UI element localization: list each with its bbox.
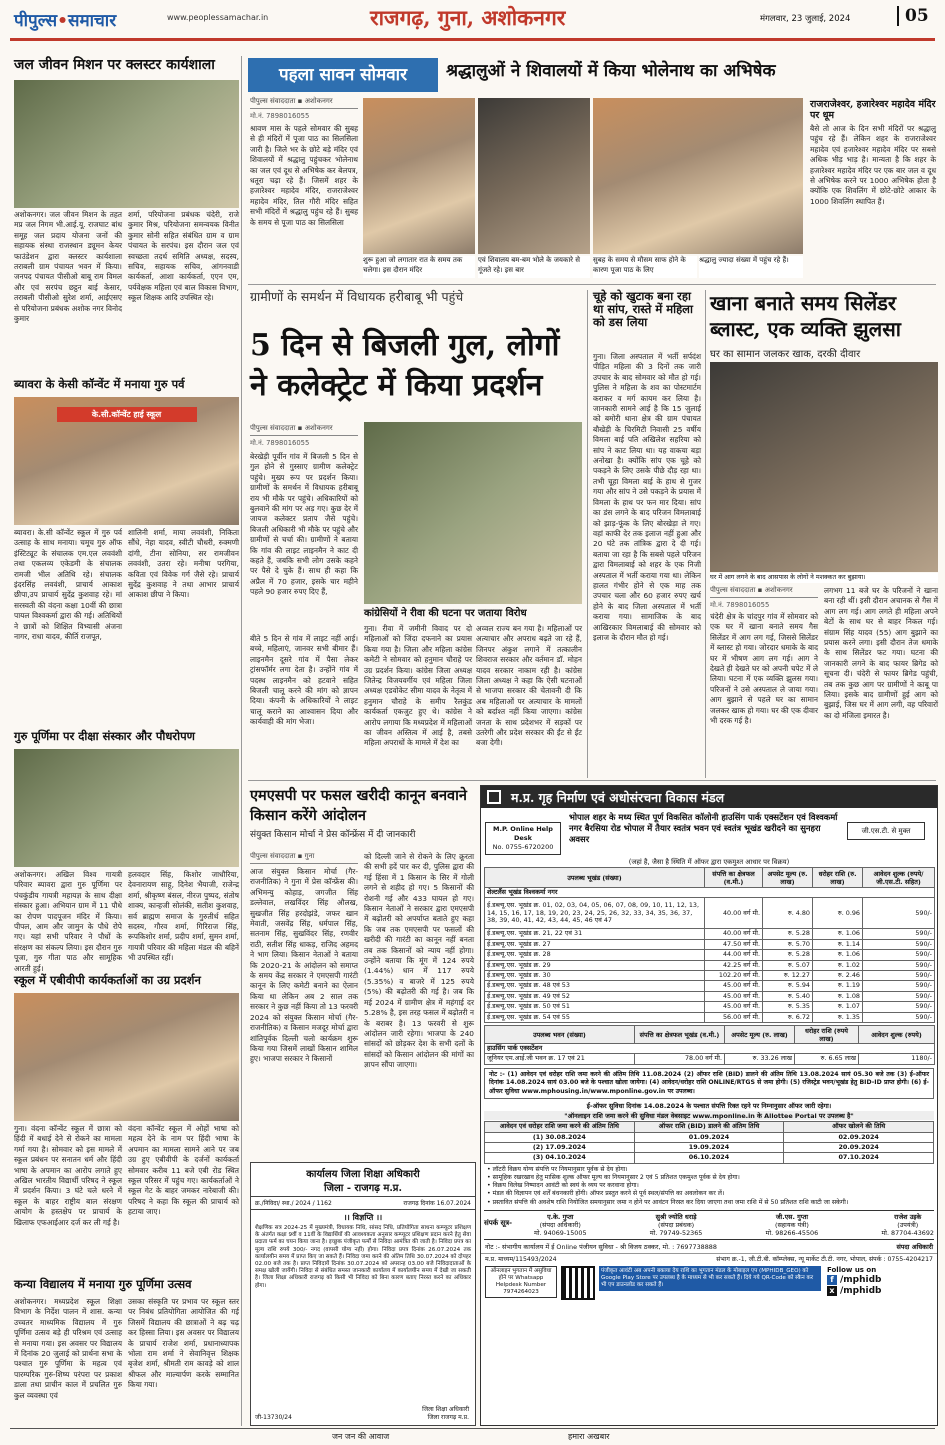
whatsapp-box[interactable]: ऑनलाइन भुगतान में असुविधा होने पर Whatsapp Helpdesk Number 7974264023 <box>485 1266 557 1298</box>
s4-body-b: वंदना कॉन्वेंट स्कूल में ओहों भाषा को महत्व देने के नाम पर हिंदी भाषा के अपमान का मामला सामने आने पर जब उग्र हुए एबीवीपी के दर्जनों कार्यकर्ता सोमवार करीब 11 बजे एबी रोड स्थित स्कूल परिसर में पहुंच गए। कार्यकर्ताओं ने स्कूल गेट के बाहर जमकर नारेबाजी की। परिषद ने कहा कि स्कूल की प्राचार्य को हटाया जाए। <box>128 1124 239 1217</box>
tender-box <box>250 1162 476 1426</box>
s4-photo <box>14 993 239 1121</box>
s1-photo <box>14 80 239 208</box>
housing-note2: नोट :- संभागीय कार्यालय में ई Online पंजीयन सुविधा - श्री विजय ठक्कर, मो. : 7697738888 <box>485 1242 717 1251</box>
follow-label: Follow us on <box>827 1265 877 1274</box>
contact-phone: मो. 87704-43692 <box>881 1228 934 1237</box>
gst-badge: जी.एस.टी. से मुक्त <box>847 822 925 840</box>
terms-list <box>481 1164 937 1207</box>
table-cell: 45.00 वर्ग मी. <box>705 1002 763 1012</box>
mphidb-logo-icon <box>487 790 501 804</box>
table-cell: रु. 0.96 <box>813 898 863 929</box>
byline-place: गुना <box>304 852 315 860</box>
column-header: उपलब्ध भवन (संख्या) <box>485 1026 635 1044</box>
table-cell: 590/- <box>863 1002 935 1012</box>
table-cell: रु. 6.72 <box>763 1012 813 1022</box>
protest-body-b: बीते 5 दिन से गांव में लाइट नहीं आई। बच्चे, महिलाएं, जानवर सभी बीमार हैं। लाइनमैन दूसरे गांव में पैसा लेकर ट्रांसफॉर्मर लगा देता है। उन्होंने गांव में पदस्थ लाइनमैन को हटवाने सहित बिजली चालू करने की मांग को ज्ञापन दिया। कंपनी के अधिकारियों ने लाइट चालू कराने का आश्वासन दिया और कार्यवाही की मांग भेजा। <box>250 634 358 727</box>
contacts <box>534 1213 934 1237</box>
column-header: अपसेट मूल्य (रु. लाख) <box>763 868 813 888</box>
s2-banner: के.सी.कॉन्वेंट हाई स्कूल <box>57 407 197 422</box>
table-cell: 42.25 वर्ग मी. <box>705 960 763 970</box>
table-cell: 45.00 वर्ग मी. <box>705 981 763 991</box>
protest-cap: कांग्रेसियों ने रीवा की घटना पर जताया विरोध <box>364 608 527 619</box>
terms-item: • विक्रय विलेख निष्पादन आवंटी को स्वयं के व्यय पर करवाना होगा। <box>487 1182 639 1190</box>
issue-date: मंगलवार, 23 जुलाई, 2024 <box>760 14 851 24</box>
s2-body-a: ब्यावरा। के.सी कॉन्वेंट स्कूल में गुरु पर्व उत्साह के साथ मनाया। चमूच गुरु ऑफ इंस्टिट्यूट के संचालक एम.एल लववंशी तथा एकलव्य एकेडमी के संचालक रामजी भील अतिथि रहे। संचालक इंदरसिंह लववंशी, प्राचार्य आकाश छीपा,उप प्राचार्य सुदेंद्र कुशवाह रहे। मां सरस्वती की वंदना कक्षा 10वीं की छात्रा पायल विश्वकर्मा द्वारा की गई। अतिथियों ने छात्रों को शिक्षित विभ्यासी अंजना नागर, राधा यादव, कीर्ति राजपूत, <box>14 528 122 642</box>
terms-item: • सामूहिक रखरखाव हेतु मासिक शुल्क ऑफर मूल्य का नियमानुसार 2 एवं 5 प्रतिशत एकमुश्त पूर्वक से देय होगा। <box>487 1173 740 1181</box>
blast-photo <box>710 362 938 572</box>
table-cell: रु. 33.26 लाख <box>725 1054 795 1064</box>
msp-body-b: को दिल्ली जाने से रोकने के लिए क्रूरता की सभी हदें पार कर दी, पुलिस द्वारा की गई हिंसा में 1 किसान के सिर में गोली लगने से शहीद हो गए। 5 किसानों की रोशनी गई और 433 घायल हो गए। किसान नेताओं ने सरकार द्वारा एमएसपी में बढ़ोतरी को अपर्याप्त बताते हुए कहा कि जब तक एमएसपी पर फसलों की खरीदी की गारंटी का कानून नहीं बनता तब तक किसानों को न्याय नहीं होगा। उन्होंने बताया कि मूंग में 124 रुपये (1.44%) धान में 117 रुपये (5.35%) व बाजरे में 125 रुपये (5%) की बढ़ोतरी की गई है। जब कि मई 2024 में ग्रामीण क्षेत्र में महंगाई दर 5.28% है, इस तरह फसल में बढ़ोतरी न के बराबर है। 13 फरवरी से शुरू आंदोलन जारी रहेगा। भाजपा के 240 सांसदों को छोड़कर देश के सभी दलों के सांसदों को किसान आंदोलन की मांगों का ज्ञापन सौंपा जाएगा। <box>364 852 474 1070</box>
table-cell: 590/- <box>863 898 935 929</box>
table-cell: 102.20 वर्ग मी. <box>705 971 763 981</box>
footer-addr: संभाग क्र.-1, जी.टी.बी. कॉम्प्लेक्स, न्यू मार्केट टी.टी. नगर, भोपाल, संपर्क : 0755-4204217 <box>716 1255 933 1263</box>
facebook-icon[interactable]: f <box>827 1275 837 1285</box>
blast-byline: पीपुल्स संवाददाता ▪ अशोकनगर <box>710 586 818 598</box>
table-cell: 78.00 वर्ग मी. <box>635 1054 725 1064</box>
s3-photo <box>14 749 239 867</box>
table-cell: 590/- <box>863 971 935 981</box>
sawan-cap-4: श्रद्धालु ज्यादा संख्या में पहुंच रहे हैं। <box>699 256 803 278</box>
column-header: ऑफर राशि (BID) डालने की अंतिम तिथि <box>634 1122 784 1132</box>
table-cell: रु. 2.46 <box>813 971 863 981</box>
table-cell: 590/- <box>863 1012 935 1022</box>
table-cell: 06.10.2024 <box>634 1153 784 1163</box>
contact-card <box>534 1213 587 1237</box>
s3-body-b: हलवदार सिंह, किशोर जाधौरिया, देवनारायण साहू, दिनेश भैयाजी, राजेन्द्र शर्मा, श्रीकृष्ण बंसल, नीरज पुष्पद, संतोष शाक्य, कान्हजी सोलंकी, सतीश कुशवाह, सर्व ब्राह्मण समाज के गुरुतीर्थ सहित सदस्य, गौरव शर्मा, गिरिराज सिंह, रूपकिशोर शर्मा, प्रदीप शर्मा, सुमन शर्मा, गायत्री परिवार की महिला मंडल की बहिनें भी उपस्थित रहीं। <box>128 870 239 963</box>
msp-byline: पीपुल्स संवाददाता ▪ गुना <box>250 852 358 864</box>
region-title: राजगढ़, गुना, अशोकनगर <box>370 5 566 30</box>
table-cell: (1) 30.08.2024 <box>485 1132 635 1142</box>
tender-body: शैक्षणिक सत्र 2024-25 में मुख्यमंत्री, विधायक निधि, सांसद निधि, प्रतियोगिता साधना कम्प्यूटर प्रशिक्षण के अंतर्गत कक्षा 9वीं व 11वीं के विद्यार्थियों की आवश्यकता अनुसार कम्प्यूटर प्रशिक्षण प्रदान करने हेतु सेवा प्रदाता फर्म का चयन किया जाना है। इच्छुक पंजीकृत फर्मों से निविदा आमंत्रित की जाती है। निविदा प्रपत्र का मूल्य राशि रुपये 300/- नगद (वापसी योग्य नहीं) होगा। निविदा प्रपत्र दिनांक 26.07.2024 तक कार्यालयीन समय में प्राप्त किए जा सकते हैं। निविदा जमा करने की अंतिम तिथि 30.07.2024 को दोपहर 02.00 बजे तक है। प्राप्त निविदायें दिनांक 30.07.2024 को अपरान्ह 03.00 बजे निविदादाताओं के समक्ष खोली जायेंगी। निविदा से संबंधित समस्त जानकारी कार्यालय में कार्यालयीन समय में देखी जा सकती है। जिला शिक्षा अधिकारी राजगढ़ को किसी भी निविदा को बिना कारण बताए निरस्त करने का अधिकार होगा। <box>255 1225 471 1289</box>
table-cell: 590/- <box>863 939 935 949</box>
column-header: आवेदन शुल्क (रुपये/जी.एस.टी. सहित) <box>863 868 935 888</box>
protest-cap-body-a: गुना। रीवा में जमीनी विवाद पर दो महिलाओं को जिंदा दफनाने का प्रयास किया गया है। जिला और महिला कांग्रेस कमेटी ने सोमवार को हनुमान चौराहे पर उग्र प्रदर्शन किया। कांग्रेस जिला अध्यक्ष जितेन्द्र विजयवर्गीय एवं महिला जिला अध्यक्ष एडवोकेट सीमा यादव के नेतृत्व में हनुमान चौराहे के समीप रैलकुंड कार्यकर्ता एकजुट हुए थे। कांग्रेस ने आरोप लगाया कि मध्यप्रदेश में महिलाओं का जीवन अस्तित्व में आई है, तबसे महिला अपराधों के मामले में देश का <box>364 624 472 748</box>
tender-district: जिला - राजगढ़ म.प्र. <box>324 1183 402 1194</box>
housing-officer: संपदा अधिकारी <box>896 1242 933 1251</box>
byline-place: अशोकनगर <box>304 424 333 432</box>
sawan-photo-3 <box>593 98 803 254</box>
house-section: हाउसिंग पार्क एक्सटेंशन <box>485 1044 935 1054</box>
tender-office: कार्यालय जिला शिक्षा अधिकारी <box>306 1169 420 1180</box>
footer-left: म.प्र. माध्यम/115493/2024 <box>485 1255 557 1263</box>
table-cell: रु. 1.06 <box>813 929 863 939</box>
s3-headline: गुरु पूर्णिमा पर दीक्षा संस्कार और पौधरोपण <box>14 729 195 743</box>
logo-left: पीपुल्स <box>14 11 58 31</box>
table-row <box>485 1132 934 1142</box>
table-cell: रु. 1.14 <box>813 939 863 949</box>
s5-body-b: उसका संस्कृति पर प्रभाव पर स्कूल स्तर पर निबंध प्रतियोगिता आयोजित की गई जिसमें विद्यालय की छात्राओं ने बढ़ चढ़ कर हिस्सा लिया। इस अवसर पर विद्यालय के प्राचार्य राजेश शर्मा, प्रधानाध्यापक भोला राम शर्मा ने सेवानिवृत्त शिक्षक बृजेश शर्मा, श्रीमती राम कावड़े को शाल श्रीफल और माल्यार्पण करके सम्मानित किया गया। <box>128 1297 239 1390</box>
portal-line: "ऑनलाइन राशि जमा करने की सुविधा मंडल वेबसाइट www.mponline.in के Allottee Portal पर उपलब्ध है" <box>484 1111 934 1120</box>
protest-body-a: बेरखेड़ी पूर्वीन गांव में बिजली 5 दिन से गुल होने से गुस्साए ग्रामीण कलेक्ट्रेट पहुंचे। मुख्य रूप पर प्रदर्शन किया। ग्रामीणों के समर्थन में विधायक हरीबाबू राय भी मौके पर पहुंचे। अधिकारियों को बुलवाने की मांग पर अड़ गए। कुछ देर में जायज कलेक्टर प्रताप जैसे पहुंचे। बिजली अधिकारी भी मौके पर पहुंचे और ग्रामीणों से चर्चा की। ग्रामीणों ने बताया कि गांव की लाइट लाइनमैन ने काट दी कहते हैं, जबकि सभी लोग उसके कहने पर पैसे दे चुके हैं। साथ ही कहा कि अप्रैल में 70 हजार, इसके चार महीने पहले 90 हजार रुपए दिए हैं, <box>250 452 358 597</box>
contact-name: सुश्री ज्योति धराड़े <box>655 1212 697 1221</box>
contact-role: (सहायक यंत्री) <box>774 1220 809 1229</box>
table-cell: 40.00 वर्ग मी. <box>705 929 763 939</box>
blast-body-a: चंदेरी क्षेत्र के चांदपुर गांव में सोमवार को एक घर में खाना बनाते समय गैस सिलेंडर में आग लग गई, जिससे सिलेंडर में ब्लास्ट हो गया। जोरदार धमाके के बाद घर में भीषण आग लग गई। आग ने देखते ही देखते घर को अपनी चपेट में ले लिया। घटना में एक व्यक्ति झुलस गया। परिजनों ने उसे अस्पताल ले जाया गया। आग बुझाने से पहले घर का सामान जलकर खाक हो गया। घर की एक दीवार भी दरक गई है। <box>710 612 818 726</box>
table-cell: 590/- <box>863 981 935 991</box>
table-cell: 47.50 वर्ग मी. <box>705 939 763 949</box>
eoffer-line: ई-ऑफर सुविधा दिनांक 14.08.2024 के पश्चात संपत्ति रिक्त रहने पर निम्नानुसार ऑफर जारी रहेगा। <box>586 1102 832 1111</box>
table-row <box>485 939 935 949</box>
sawan-body: श्रावण मास के पहले सोमवार की सुबह से ही मंदिरों में पूजा पाठ का सिलसिला जारी है। जिले भर के छोटे बड़े मंदिर एवं शिवालयों में श्रद्धालु पहुंचकर भोलेनाथ का जल एवं दूध से अभिषेक कर बेलपत्र, धतूरा चढ़ा रहे हैं। जिसमें शहर के हजारेश्वर महादेव मंदिर, राजराजेश्वर महादेव मंदिर, तिल गौरी मंदिर सहित सभी मंदिरों में श्रद्धालु पहुंच रहे हैं। सुबह के समय से पूजा पाठ का सिलसिला <box>250 124 358 227</box>
table-cell: रु. 12.27 <box>763 971 813 981</box>
s5-body-a: अशोकनगर। मध्यप्रदेश स्कूल शिक्षा विभाग के निर्देश पालन में शास. कन्या उच्चतर माध्यमिक विद्यालय में गुरु पूर्णिमा उत्सव बड़े ही परिश्रम एवं उत्साह से मनाया गया। इस अवसर पर विद्यालय में दिनांक 20 जुलाई को प्रार्थना सभा के पश्चात गुरु पूर्णिमा के महत्व एवं पारम्परिक गुरु-शिष्य परंपरा पर प्रकाश डाला तथा प्राचीन काल में प्रचलित गुरु कुल व्यवस्था एवं <box>14 1297 122 1400</box>
table-cell: रु. 5.35 <box>763 1002 813 1012</box>
sawan-photo-2 <box>478 98 590 254</box>
table-cell: (2) 17.09.2024 <box>485 1142 635 1152</box>
contact-phone: मो. 94069-15005 <box>534 1228 587 1237</box>
table-row <box>485 971 935 981</box>
s3-body-a: अशोकनगर। अखिल विश्व गायत्री परिवार ब्यावरा द्वारा गुरु पूर्णिमा पर पंचकुंडीय गायत्री महायज्ञ के साथ दीक्षा संस्कार हुआ। अभियान ग्राम में 11 पौधे का रोपण पादपूजन मंदिर में किया। पीपल, आम और जामुन के पौधे रोपे गए। यहां सभी परिवार ने पौधों के संरक्षण का संकल्प लिया। इस दौरान गुरु पूजा, गुरु गीता पाठ और सामूहिक आरती हुई। <box>14 870 122 973</box>
contact-name: जी.एस. गुप्ता <box>775 1212 809 1221</box>
protest-kicker: ग्रामीणों के समर्थन में विधायक हरीबाबू भी पहुंचे <box>250 289 464 304</box>
qr-code-icon[interactable] <box>561 1266 595 1300</box>
table-cell: ई.डब्ल्यू.एस. भूखंड क्र. 48 एवं 53 <box>485 981 705 991</box>
table-cell: रु. 5.28 <box>763 950 813 960</box>
terms-item: • लॉटरी विक्रय योग्य संपत्ति पर नियमानुसार पूर्वक से देय होगा। <box>487 1165 628 1173</box>
contact-role: (उपयंत्री) <box>897 1220 919 1229</box>
table-cell: रु. 5.07 <box>763 960 813 970</box>
contact-role: (संपदा प्रबंधक) <box>658 1220 695 1229</box>
msp-headline: एमएसपी पर फसल खरीदी कानून बनवाने किसान करेंगे आंदोलन <box>250 787 467 824</box>
contact-card <box>650 1213 703 1237</box>
qr-text: पंजीकृत आवंटी अब अपनी बकाया देय राशि का भुगतान मंडल के मोबाइल एप (MPHIDB_GEO) को Google Play Store पर उपलब्ध है के माध्यम से भी कर सकते हैं। दिये गये QR-Code को स्कैन कर भी एप डाउनलोड कर सकते हैं। <box>599 1266 821 1291</box>
table-cell: ई.डब्ल्यू.एस. भूखंड क्र. 27 <box>485 939 705 949</box>
sawan-side-title: राजराजेश्वर, हजारेश्वर महादेव मंदिर पर धूम <box>810 99 936 121</box>
blast-mob: मो.नं. 7898016055 <box>710 601 770 609</box>
page-number: 05 <box>897 6 929 26</box>
s1-headline: जल जीवन मिशन पर क्लस्टर कार्यशाला <box>14 57 215 73</box>
tender-ref: क्र./निविदा/ स्था./ 2024 / 1162 <box>255 1200 332 1207</box>
housing-ad <box>480 785 938 1426</box>
column-header: धरोहर राशि (रुपये लाख) <box>795 1026 859 1044</box>
s4-headline: स्कूल में एबीवीपी कार्यकर्ताओं का उग्र प्रदर्शन <box>14 973 201 987</box>
s1-body-a: अशोकनगर। जल जीवन मिशन के तहत मप्र जल निगम भी.आई.यू. राजघाट बांध समूह जल प्रदाय योजना जनों की सहायक संस्था राजस्थान ड्यूमन केयर फाउंडेशन द्वारा क्लस्टर कार्यशाला तराबली ग्राम पंचायत भवन में किया। जनपद पंचायत पीसीओ बाबू राम विमल और एवं सरपंच छट्ठन बाई केसार, तराबली पीसीओ सुरेश शर्मा, आईएसए से परियोजना प्रबंधक अशोक नगर विनोद कुमार <box>14 210 122 324</box>
table-cell: रु. 5.94 <box>763 981 813 991</box>
website[interactable]: www.peoplessamachar.in <box>167 13 269 22</box>
logo[interactable]: पीपुल्स•समाचार <box>14 11 117 31</box>
helpdesk-number: No. 0755-6720200 <box>492 843 554 851</box>
table-cell: 590/- <box>863 991 935 1001</box>
table-cell: 590/- <box>863 929 935 939</box>
table-cell: 45.00 वर्ग मी. <box>705 991 763 1001</box>
protest-headline: 5 दिन से बिजली गुल, लोगों ने कलेक्ट्रेट में किया प्रदर्शन <box>250 328 560 403</box>
contact-role: (संपदा अधिकारी) <box>539 1220 581 1229</box>
house-table <box>484 1025 935 1065</box>
table-cell: रु. 4.80 <box>763 898 813 929</box>
housing-note-top: (जहां है, जैसा है स्थिति में ऑफर द्वारा एकमुश्त आधार पर विक्रय) <box>628 858 790 866</box>
table-cell: 01.09.2024 <box>634 1132 784 1142</box>
snake-headline: चूहे को खुटाक बना रहा था सांप, रास्ते में महिला को डस लिया <box>593 289 693 329</box>
contact-name: ए.के. गुप्ता <box>547 1212 574 1221</box>
sawan-side-body: बैसे तो आज के दिन सभी मंदिरों पर श्रद्धालु पहुंच रहे हैं। लेकिन शहर के राजराजेश्वर महादेव एवं हजारेश्वर महादेव मंदिर पर सबसे अधिक भीड़ भाड़ है। मान्यता है कि शहर के हजारेश्वर महादेव मंदिर पर एक बार जल व दूध से अभिषेक करने पर 1000 अभिषेक होता है क्योंकि एक शिवलिंग में छोटे-छोटे आकार के 1000 शिवलिंग स्थापित हैं। <box>810 124 936 206</box>
table-cell: 590/- <box>863 960 935 970</box>
table-cell: ई.डब्ल्यू.एस. भूखंड क्र. 28 <box>485 950 705 960</box>
housing-header <box>481 786 937 808</box>
table-row <box>485 1142 934 1152</box>
table-cell: रु. 1.35 <box>813 1012 863 1022</box>
column-header: धरोहर राशि (रु. लाख) <box>813 868 863 888</box>
protest-mob: मो.नं. 7898016055 <box>250 439 310 447</box>
table-cell: रु. 5.70 <box>763 939 813 949</box>
table-cell: 07.10.2024 <box>784 1153 934 1163</box>
msp-kicker: संयुक्त किसान मोर्चा ने प्रेस कॉन्फ्रेंस में दी जानकारी <box>250 830 416 840</box>
table-cell: ई.डब्ल्यू.एस. भूखंड क्र. 50 एवं 51 <box>485 1002 705 1012</box>
byline-name: पीपुल्स संवाददाता <box>710 586 756 594</box>
table-cell: रु. 6.65 लाख <box>795 1054 859 1064</box>
table-cell: 44.00 वर्ग मी. <box>705 950 763 960</box>
column-header: संपत्ति का क्षेत्रफल (व.मी.) <box>705 868 763 888</box>
table-row <box>485 960 935 970</box>
sawan-cap-3: सुबह के समय से मौसम साफ होने के कारण पूजा पाठ के लिए <box>593 256 697 278</box>
facebook-handle[interactable]: /mphidb <box>840 1274 882 1285</box>
table-cell: रु. 5.40 <box>763 991 813 1001</box>
table-row <box>485 991 935 1001</box>
housing-notes: नोट :- (1) आवेदन एवं धरोहर राशि जमा करने की अंतिम तिथि 11.08.2024 (2) ऑफर राशि (BID) डालने की अंतिम तिथि 13.08.2024 सायं 05.30 बजे तक (3) ई-ऑफर दिनांक 14.08.2024 सायं 03.00 बजे के पश्चात खोला जायेगा। (4) आवेदन/धरोहर राशि ONLINE/RTGS से जमा होगी। (5) रजिस्ट्रेड भवन/भूखंड हेतु BID-ID प्राप्त होगी। (6) ई-ऑफर सुविधा www.mphousing.in/www.mponline.gov.in पर उपलब्ध। <box>484 1068 934 1099</box>
sawan-headline: श्रद्धालुओं ने शिवालयों में किया भोलेनाथ का अभिषेक <box>446 61 776 81</box>
table-cell: ई.डब्ल्यू.एस. भूखंड क्र. 21, 22 एवं 31 <box>485 929 705 939</box>
s2-photo <box>14 397 239 525</box>
table-cell: ई.डब्ल्यू.एस. भूखंड क्र. 30 <box>485 971 705 981</box>
column-header: ऑफर खोलने की तिथि <box>784 1122 934 1132</box>
s1-body-b: शर्मा, परियोजना प्रबंधक चंदेरी, राजे कुमार मिश्र, परियोजना समन्वयक विनीत कुमार सोनी सहित संबंधित ग्राम व ग्राम पंचायत के सरपंच। इस दौरान जल एवं स्वच्छता तदर्थ समिति अध्यक्ष, सदस्य, सचिव, सहायक सचिव, आंगनवाडी कार्यकर्ता, आशा कार्यकर्ता, एएन एम, पर्यवेक्षक महिला एवं बाल विकास विभाग, स्कूल शिक्षक आदि उपस्थित रहे। <box>128 210 239 303</box>
blast-photo-cap: घर में आग लगने के बाद आसपास के लोगों ने मशक्कत कर बुझाया। <box>710 573 938 583</box>
page-footer-right: हमारा अखबार <box>568 1432 610 1441</box>
protest-byline: पीपुल्स संवाददाता ▪ अशोकनगर <box>250 424 358 436</box>
table-row <box>485 1153 934 1163</box>
sawan-photo-1 <box>363 98 475 254</box>
table-cell: रु. 1.08 <box>813 991 863 1001</box>
table-section: शेल्टर्लैस भूखंड विश्वकर्मा नगर <box>485 888 935 898</box>
table-cell: 590/- <box>863 950 935 960</box>
twitter-icon[interactable]: x <box>827 1286 837 1296</box>
column-header: आवेदन शुल्क (रुपये) <box>859 1026 935 1044</box>
table-cell: 1180/- <box>859 1054 935 1064</box>
tender-dated: राजगढ़ दिनांक 16.07.2024 <box>403 1200 471 1207</box>
blast-body-b: लगभग 11 बजे घर के परिजनों ने खाना बना रही थीं। इसी दौरान अचानक से गैस में आग लग गई। आग लगते ही महिला अपने बेटों के साथ घर से बाहर निकल गई। संग्राम सिंह यादव (55) आग बुझाने का प्रयास करने लगा। इसी दौरान तेज धमाके के साथ सिलेंडर फट गया। घटना की जानकारी लगने के बाद फायर ब्रिगेड को सूचना दी। चंदेरी से फायर ब्रिगेड पहुंची, तब तक कुछ आग पर ग्रामीणों ने काबू पा लिया। इसके बाद ग्रामीणों हुई आग को बुझाई, जिस घर में आग लगी, वह परिवारों का दो मंजिला इमारत है। <box>824 586 938 720</box>
table-cell: (3) 04.10.2024 <box>485 1153 635 1163</box>
byline-name: पीपुल्स संवाददाता <box>250 97 296 105</box>
housing-subtitle: भोपाल शहर के मध्य स्थित पूर्ण विकसित कॉलोनी हाउसिंग पार्क एक्सटेंशन एवं विश्वकर्मा नगर बैरसिया रोड भोपाल में तैयार स्वतंत्र भवन एवं स्वतंत्र भूखंड खरीदने का सुनहरा अवसर <box>569 812 838 844</box>
table-cell: रु. 1.19 <box>813 981 863 991</box>
table-row <box>485 950 935 960</box>
logo-right: समाचार <box>67 11 117 31</box>
contact-card <box>881 1213 934 1237</box>
byline-name: पीपुल्स संवाददाता <box>250 852 296 860</box>
housing-title: म.प्र. गृह निर्माण एवं अधोसंरचना विकास मंडल <box>511 789 725 805</box>
helpdesk-label: M.P. Online Help Desk <box>493 825 553 842</box>
sawan-byline: पीपुल्स संवाददाता ▪ अशोकनगर <box>250 97 358 109</box>
table-row <box>485 929 935 939</box>
twitter-handle[interactable]: /mphidb <box>840 1285 882 1296</box>
contact-name: राजेश उइके <box>894 1212 922 1221</box>
table-cell: 40.00 वर्ग मी. <box>705 898 763 929</box>
table-row <box>485 1002 935 1012</box>
snake-body: गुना। जिला अस्पताल में भर्ती सर्पदंश पीड़ित महिला की 3 दिनों तक जारी उपचार के बाद सोमवार को मौत हो गई। पुलिस ने महिला के शव का पोस्टमार्टम कराकर व मर्ग कायम कर लिया है। जानकारी सामने आई है कि 15 जुलाई को बमोरी थाना क्षेत्र की ग्राम पंचायत बौखेड़ी के चिरमिटी निवासी 25 वर्षीय विमला बाई पति अखिलेश सहरिया को सांप ने काट लिया था। यह वाकया बड़ा अनोखा है। क्योंकि सांप एक चूहे को पकड़ने के लिए उसके पीछे दौड़ रहा था। तभी चूहा विमला बाई के हाथ से गुजर गया और सांप ने उसे पकड़ने के प्रयास में विमला के हाथ पर फन मार दिया। सांप का डंस लगने के बाद परिजन विमलाबाई को झाड़-फूंक के लिए बोरखेड़ा ले गए। वहां काफी देर तक इलाज नहीं हुआ और 20 घंटे तक तांत्रिक द्वारा दे दी गई। बताया जा रहा है कि सबसे पहले परिजन द्वारा विमलाबाई को शहर के एक निजी अस्पताल में भर्ती कराया गया था। लेकिन हालत गंभीर होने से एक माह तक उपचार चला और 60 हजार रुपए खर्च होने के बाद जिला अस्पताल में भर्ती कराया गया। सामाजिक के बाद आखिरकार विमलाबाई की सोमवार को इलाज के दौरान मौत हो गई। <box>593 352 701 642</box>
sawan-mob: मो.नं. 7898016055 <box>250 112 310 120</box>
byline-place: अशोकनगर <box>764 586 793 594</box>
tender-sign2: जिला राजगढ़ म.प्र. <box>427 1414 469 1421</box>
page-footer-left: जन जन की आवाज <box>332 1432 390 1441</box>
table-row <box>485 898 935 929</box>
s2-headline: ब्यावरा के केसी कॉन्वेंट में मनाया गुरु पर्व <box>14 377 185 391</box>
tender-ro: जी-13730/24 <box>255 1414 292 1421</box>
contact-phone: मो. 79749-52365 <box>649 1228 703 1237</box>
contact-phone: मो. 98266-45506 <box>765 1228 819 1237</box>
s5-headline: कन्या विद्यालय में मनाया गुरु पूर्णिमा उत्सव <box>14 1277 192 1291</box>
table-cell: जूनियर एम.आई.जी भवन क्र. 17 एवं 21 <box>485 1054 635 1064</box>
s2-body-b: शालिनी शर्मा, माया लववंशी, निकिता सौंधे, नेहा यादव, स्वीटी चौधरी, रुक्मणी दांगी, टीना सोनिया, सर रामजीवन लववंशी, उतरा रहे। मनीषा परगिया, कविता एवं विवेक गर्ग जैसे रहे। प्राचार्य सुदेंद्र कुशवाह ने तथा आभार प्राचार्य आकाश छीपा ने किया। <box>128 528 239 600</box>
table-cell: 02.09.2024 <box>784 1132 934 1142</box>
contacts-label: संपर्क सूत्र- <box>484 1218 513 1227</box>
protest-photo <box>364 422 582 604</box>
schedule-table <box>484 1121 934 1164</box>
table-row <box>485 981 935 991</box>
table-cell: रु. 1.07 <box>813 1002 863 1012</box>
table-cell: रु. 1.02 <box>813 960 863 970</box>
helpdesk-box <box>485 822 561 855</box>
table-cell: ई.डब्ल्यू.एस. भूखंड क्र. 49 एवं 52 <box>485 991 705 1001</box>
table-cell: ई.डब्ल्यू.एस. भूखंड क्र. 29 <box>485 960 705 970</box>
column-header: संपत्ति का क्षेत्रफल भूखंड (व.मी.) <box>635 1026 725 1044</box>
protest-cap-body-b: अव्वल राज्य बन गया है। महिलाओं पर अत्याचार और अपराध बढ़ते जा रहे हैं, जिनपर अंकुश लगाने में तत्कालीन शिवराज सरकार और वर्तमान डॉ. मोहन यादव सरकार नाकाम रही है। कांग्रेस जिला अध्यक्ष ने कहा कि ऐसी घटनाओं से भाजपा सरकार की चेतावनी दी कि अब महिलाओं पर अत्याचार के मामलों को बर्दाश्त नहीं किया जाएगा। कांग्रेस जनता के साथ प्रदेशभर में सड़कों पर उतरेगी और प्रदेश सरकार की ईंट से ईंट बजा देगी। <box>476 624 582 748</box>
s4-body-a: गुना। वंदना कॉन्वेंट स्कूल में छात्रा को हिंदी में बधाई देने से रोकने का मामला गर्मा गया है। सोमवार को इस मामले में स्कूल प्रबंधन पर सनातन धर्म और हिंदी भाषा के अपमान का आरोप लगाते हुए अखिल भारतीय विद्यार्थी परिषद ने स्कूल में प्रदर्शन किया। 3 घंटे चले धरने में स्कूल के बाहर राष्ट्रीय बाल संरक्षण आयोग के हस्तक्षेप पर प्राचार्य के खिलाफ एफआईआर दर्ज कर ली गई है। <box>14 1124 122 1227</box>
masthead <box>0 0 945 44</box>
tender-sign1: जिला शिक्षा अधिकारी <box>422 1406 469 1413</box>
byline-name: पीपुल्स संवाददाता <box>250 424 296 432</box>
table-cell: 20.09.2024 <box>784 1142 934 1152</box>
sawan-cap-2: एवं शिवालय बम-बम भोले के जयकारे से गूंजते रहे। इस बार <box>478 256 590 278</box>
table-cell: रु. 1.06 <box>813 950 863 960</box>
table-cell: ई.डब्ल्यू.एस. भूखंड क्र. 01, 02, 03, 04, 05, 06, 07, 08, 09, 10, 11, 12, 13, 14, 15, 16, 17, 18, 19, 20, 23, 24, 25, 26, 32, 33, 34, 35, 36, 37, 38, 39, 40, 41, 42, 43, 44, 45, 46 एवं 47 <box>485 898 705 929</box>
table-row <box>485 1012 935 1022</box>
column-header: अपसेट मूल्य (रु. लाख) <box>725 1026 795 1044</box>
sawan-cap-1: शुरू हुआ जो लगातार रात के समय तक चलेगा। इस दौरान मंदिर <box>363 256 475 278</box>
contact-card <box>766 1213 819 1237</box>
table-cell: रु. 5.28 <box>763 929 813 939</box>
table-cell: ई.डब्ल्यू.एस. भूखंड क्र. 54 एवं 55 <box>485 1012 705 1022</box>
masthead-rule <box>10 38 935 41</box>
table-cell: 19.09.2024 <box>634 1142 784 1152</box>
blast-kicker: घर का सामान जलकर खाक, दरकी दीवार <box>710 349 861 360</box>
blast-headline: खाना बनाते समय सिलेंडर ब्लास्ट, एक व्यक्ति झुलसा <box>710 291 901 341</box>
table-cell: 56.00 वर्ग मी. <box>705 1012 763 1022</box>
column-header: उपलब्ध भूखंड (संख्या) <box>485 868 705 888</box>
sawan-tag: पहला सावन सोमवार <box>248 58 438 92</box>
tender-heading: ।। विज्ञप्ति ।। <box>343 1213 383 1222</box>
byline-place: अशोकनगर <box>304 97 333 105</box>
terms-item: • मंडल की विज्ञापन एवं शर्तें बंधनकारी होंगी। ऑफर प्रस्तुत करने से पूर्व स्थल/संपत्ति का अवलोकन कर लें। <box>487 1190 725 1198</box>
column-header: आवेदन एवं धरोहर राशि जमा करने की अंतिम तिथि <box>485 1122 635 1132</box>
msp-body-a: आज संयुक्त किसान मोर्चा (गैर-राजनीतिक) ने गुना में प्रेस कॉन्फ्रेंस की। अभिमन्यु कोहाड़, जगजीत सिंह डल्लेवाल, लखविंदर सिंह औलख, सुखजीत सिंह हरदोझंडे, जफर खान मेवाती, जसवेंद्र सिंह, धर्मपाल सिंह, सतनाम सिंह, सुखविंदर सिंह, रणवीर राठी, सतीश सिंह धाकड़, राजिद अहमद ने भाग लिया। किसान नेताओं ने बताया कि 2020-21 के आंदोलन को समाप्त के समय केंद्र सरकार ने एमएसपी गारंटी कानून के लिए कमेटी बनाने का ऐलान किया था लेकिन अब 2 साल तक सरकार ने कुछ नहीं किया तो 13 फरवरी 2024 को संयुक्त किसान मोर्चा (गैर-राजनीतिक) व किसान मजदूर मोर्चा द्वारा शांतिपूर्वक दिल्ली चलो कार्यक्रम शुरू किया गया जिसमें लाखों किसान शामिल हुए। भाजपा सरकार ने किसानों <box>250 867 358 1064</box>
plot-table <box>484 867 935 1023</box>
terms-item: • प्रस्तावित संपत्ति की अवशेष राशि नियोजित समयानुसार जमा न होने पर आवंटन निरस्त कर दिया जाएगा तथा जमा राशि में से 50 प्रतिशत राशि काटी जा सकेगी। <box>487 1198 849 1206</box>
